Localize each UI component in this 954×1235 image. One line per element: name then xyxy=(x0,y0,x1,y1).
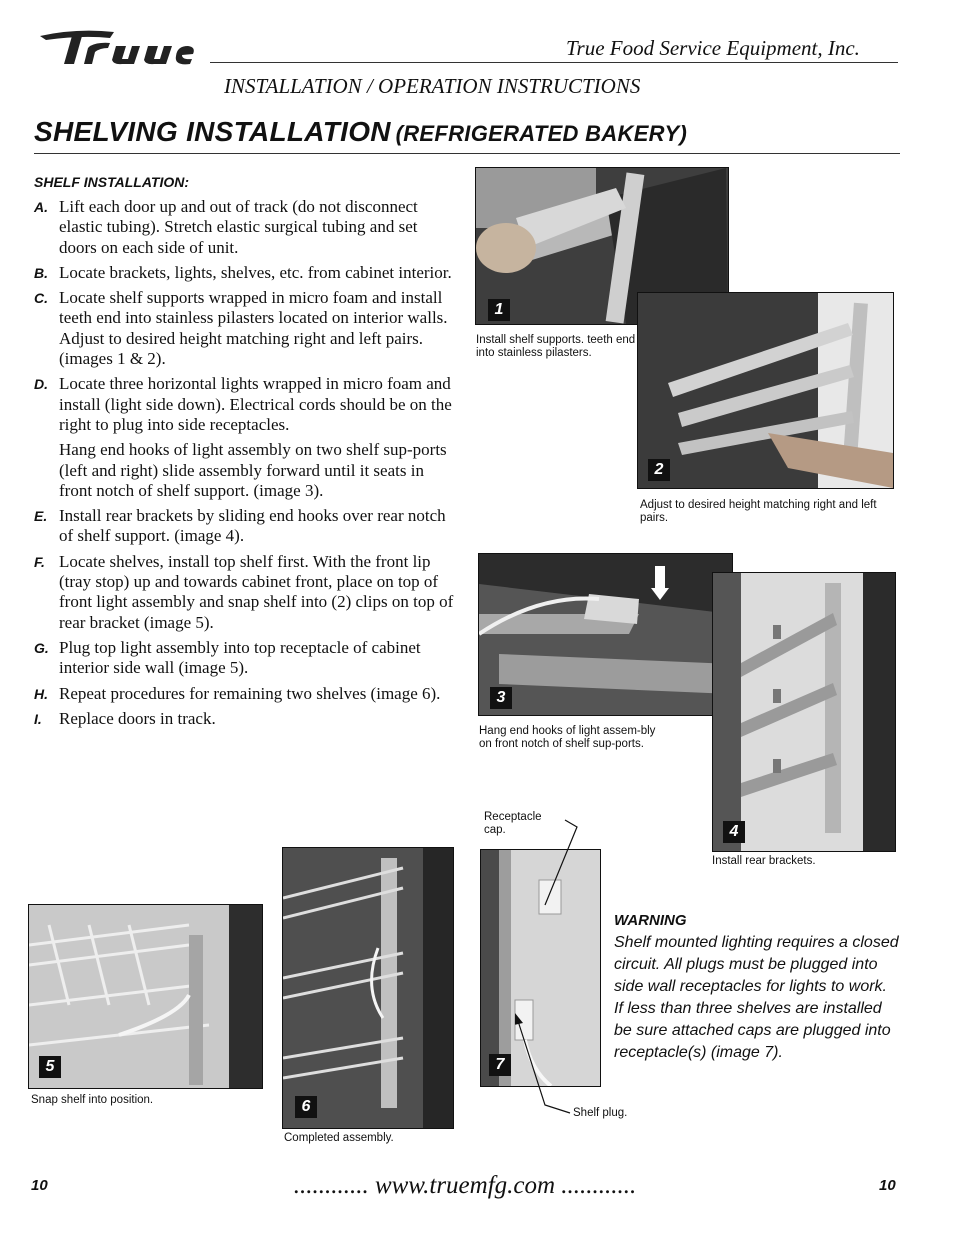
step-i xyxy=(34,709,454,729)
step-c xyxy=(34,288,454,369)
photo-5 xyxy=(28,904,263,1089)
step-text: Locate shelf supports wrapped in micro foam and install teeth end into stainless pilasters located on interior walls. Adjust to desired height matching right and left pairs. (images 1 & 2). xyxy=(59,288,448,369)
section-subtitle: INSTALLATION / OPERATION INSTRUCTIONS xyxy=(224,74,641,98)
photo-1-caption: Install shelf supports. teeth end into stainless pilasters. xyxy=(476,334,636,359)
step-label: A. xyxy=(34,199,48,215)
photo-3-caption: Hang end hooks of light assem-bly on front notch of shelf sup-ports. xyxy=(479,725,656,750)
receptacle-cap-callout: Receptacle cap. xyxy=(484,811,542,836)
page-number-left: 10 xyxy=(31,1177,48,1194)
step-label: D. xyxy=(34,376,48,393)
step-a xyxy=(34,197,454,258)
company-name: True Food Service Equipment, Inc. xyxy=(566,36,860,60)
warning-body: Shelf mounted lighting requires a closed circuit. All plugs must be plugged into side wall receptacles for lights to work. If less than three shelves are installed be sure attached caps are plugged into receptacle(s) (image 7). xyxy=(614,934,899,1061)
photo-6 xyxy=(282,847,454,1129)
photo-number: 3 xyxy=(490,687,512,709)
step-text: Install rear brackets by sliding end hooks over rear notch of shelf support. (image 4). xyxy=(59,506,446,546)
photo-number: 5 xyxy=(39,1056,61,1078)
step-label: I. xyxy=(34,710,42,727)
step-h xyxy=(34,684,454,704)
step-text: Locate brackets, lights, shelves, etc. from cabinet interior. xyxy=(59,262,452,282)
photo-7-callout-lines xyxy=(515,815,585,1120)
photo-number: 6 xyxy=(295,1096,317,1118)
header-rule xyxy=(210,62,898,63)
photo-number: 7 xyxy=(489,1054,511,1076)
step-label: E. xyxy=(34,508,48,525)
photo-number: 4 xyxy=(723,821,745,843)
page-title xyxy=(34,116,687,148)
step-g xyxy=(34,638,454,679)
photo-number: 1 xyxy=(488,299,510,321)
true-logo xyxy=(36,26,196,70)
step-text: Lift each door up and out of track (do not disconnect elastic tubing). Stretch elastic surgical tubing and set doors on each side of unit. xyxy=(59,197,418,257)
step-text: Locate shelves, install top shelf first. With the front lip (tray stop) up and towards cabinet front, place on top of front light assembly and snap shelf into (2) clips on top of rear bracket (image 5). xyxy=(59,551,454,632)
step-f xyxy=(34,552,454,633)
warning-title: WARNING xyxy=(614,912,687,929)
photo-number: 2 xyxy=(648,459,670,481)
photo-6-caption: Completed assembly. xyxy=(284,1132,394,1144)
step-b xyxy=(34,263,454,283)
page-number-right: 10 xyxy=(879,1177,896,1194)
warning-box xyxy=(614,910,899,1064)
step-text: Plug top light assembly into top receptacle of cabinet interior side wall (image 5). xyxy=(59,637,421,678)
photo-2-caption: Adjust to desired height matching right and left pairs. xyxy=(640,499,877,524)
step-label: C. xyxy=(34,290,48,307)
photo-2 xyxy=(637,292,894,489)
step-list xyxy=(34,197,454,734)
step-e xyxy=(34,506,454,547)
step-text: Repeat procedures for remaining two shelves (image 6). xyxy=(59,683,441,703)
step-text-continued: Hang end hooks of light assembly on two shelf sup-ports (left and right) slide assembly forward until it seats in front notch of shelf support. (image 3). xyxy=(59,440,447,500)
step-d xyxy=(34,374,454,501)
shelf-plug-callout: Shelf plug. xyxy=(573,1107,628,1119)
step-text: Locate three horizontal lights wrapped in micro foam and install (light side down). Electrical cords should be on the right to plug into side receptacles. xyxy=(59,374,452,434)
step-label: G. xyxy=(34,639,49,656)
step-label: H. xyxy=(34,685,48,702)
title-rule xyxy=(34,153,900,154)
footer-url: ............ www.truemfg.com ............ xyxy=(293,1172,637,1199)
page-title-paren: (REFRIGERATED BAKERY) xyxy=(395,121,688,146)
page-title-main: SHELVING INSTALLATION xyxy=(34,116,391,147)
photo-5-caption: Snap shelf into position. xyxy=(31,1094,154,1106)
photo-3 xyxy=(478,553,733,716)
shelf-installation-heading: SHELF INSTALLATION: xyxy=(34,174,190,190)
step-label: F. xyxy=(34,553,45,570)
photo-4 xyxy=(712,572,896,852)
step-label: B. xyxy=(34,264,48,281)
photo-4-caption: Install rear brackets. xyxy=(712,855,816,867)
step-text: Replace doors in track. xyxy=(59,708,216,728)
